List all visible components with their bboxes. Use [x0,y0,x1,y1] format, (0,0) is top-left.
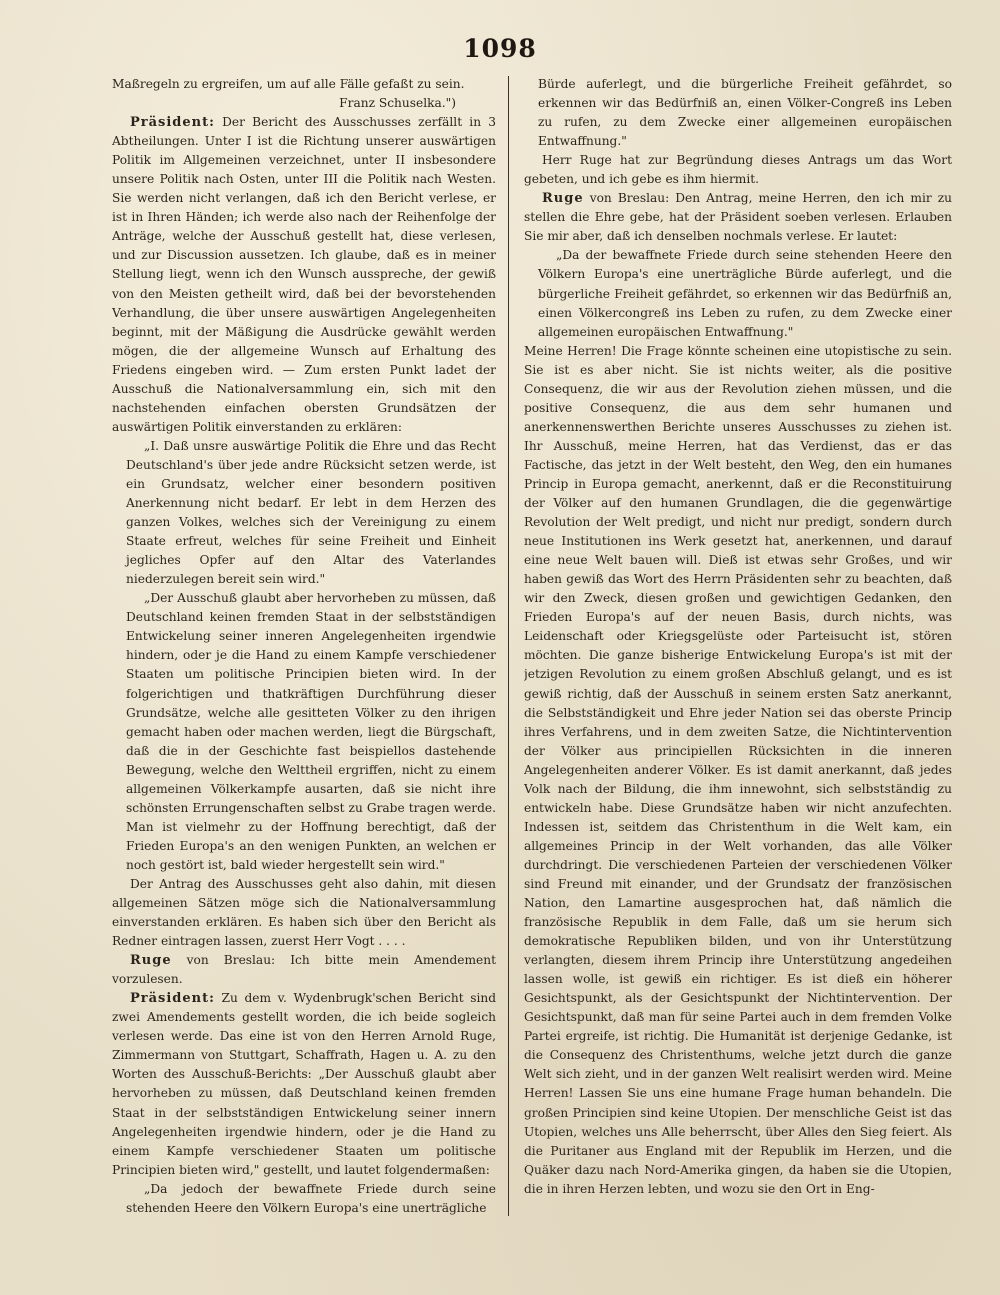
signature: Franz Schuselka.") [339,96,456,111]
text-paragraph: Meine Herren! Die Frage könnte scheinen eine utopistische zu sein. Sie ist es aber nicht. Sie ist nichts weiter, als die positive Consequenz, die wir aus der Revolution ziehen müssen, und die positive Consequenz, die aus dem sehr humanen und anerkennenswerthen Berichte unseres Ausschusses zu ziehen ist. Ihr Ausschuß, meine Herren, hat das Verdienst, das er das Factische, das jetzt in der Welt besteht, den Weg, den ein humanes Princip in Europa gemacht, anerkennt, daß er die Reconstituirung der Völker auf den humanen Grundlagen, die die gegenwärtige Revolution der Welt predigt, und nicht nur predigt, sondern durch neue Institutionen ins Werk gesetzt hat, anerkennen, und darauf eine neue Welt bauen will. Dieß ist etwas sehr Großes, und wir haben gewiß das Wort des Herrn Präsidenten sehr zu beachten, daß wir den Zweck, diesen großen und gewichtigen Gedanken, den Frieden Europa's auf der neuen Basis, durch nichts, was Leidenschaft oder Kriegsgelüste oder Parteisucht ist, stören möchten. Die ganze bisherige Entwickelung Europa's ist mit der jetzigen Revolution zu einem großen Abschluß gelangt, und es ist gewiß richtig, daß der Ausschuß in seinem ersten Satz anerkannt, die Selbstständigkeit und Ehre jeder Nation sei das oberste Princip ihres Verfahrens, und in dem zweiten Satze, die Nichtintervention der Völker aus principiellen Rücksichten in die inneren Angelegenheiten anderer Völker. Es ist damit anerkannt, daß jedes Volk nach der Bildung, die ihm innewohnt, sich selbstständig zu entwickeln habe. Diese Grundsätze haben wir nicht anzufechten. Indessen ist, seitdem das Christenthum in die Welt kam, ein allgemeines Princip in der Welt vorhanden, das alle Völker durchdringt. Die verschiedenen Parteien der verschiedenen Völker sind Freund mit einander, und der Grundsatz der französischen Nation, den Lamartine ausgesprochen hat, daß nämlich die französische Republik in dem Falle, daß um sie herum sich demokratische Republiken bilden, und von ihr Unterstützung verlangten, diesem ihrem Princip ihre Unterstützung angedeihen lassen wolle, ist gewiß ein richtiger. Es ist dieß ein höherer Gesichtspunkt, als der Gesichtspunkt der Nichtintervention. Der Gesichtspunkt, daß man für seine Partei auch in dem fremden Volke Partei ergreife, ist richtig. Die Humanität ist derjenige Gedanke, ist die Consequenz des Christenthums, welche jetzt durch die ganze Welt sich zieht, und in der ganzen Welt realisirt werden wird. Meine Herren! Lassen Sie uns eine humane Frage human behandeln. Die großen Principien sind keine Utopien. Der menschliche Geist ist das Utopien, welches uns Alle beherrscht, über Alles den Sieg feiert. Als die Puritaner aus England mit der Republik im Herzen, und die Quäker dazu nach Nord-Amerika gingen, da haben sie die Utopien, die in ihren Herzen lebten, und wozu sie den Ort in Eng- [524,343,952,1196]
column-divider [508,76,509,1216]
right-column [524,75,952,1285]
speech-text: von Breslau: Den Antrag, meine Herren, den ich mir zu stellen die Ehre gebe, hat der Präsident soeben verlesen. Erlauben Sie mir aber, daß ich denselben nochmals verlese. Er lautet: [524,191,952,244]
speech-paragraph [112,113,496,437]
speaker-name: Ruge [130,953,172,969]
quoted-paragraph: „Der Ausschuß glaubt aber hervorheben zu müssen, daß Deutschland keinen fremden Staat in der selbstständigen Entwickelung seiner inneren Angelegenheiten irgendwie hindern, oder je die Hand zu einem Kampfe verschiedener Staaten um politische Principien bieten wird. In der folgerichtigen und thatkräftigen Durchführung dieser Grundsätze, welche alle gesitteten Völker zu den ihrigen gemacht haben oder machen werden, liegt die Bürgschaft, daß die in der Geschichte fast beispiellos dastehende Bewegung, welche den Welttheil ergriffen, nicht zu einem allgemeinen Völkerkampfe ausarten, daß sie nicht ihre schönsten Errungenschaften selbst zu Grabe tragen werde. Man ist vielmehr zu der Hoffnung berechtigt, daß der Frieden Europa's an den wenigen Punkten, an welchen er noch gestört ist, bald wieder hergestellt sein wird." [126,591,496,872]
text-paragraph: Maßregeln zu ergreifen, um auf alle Fälle gefaßt zu sein. [112,77,465,91]
quoted-paragraph: „Da der bewaffnete Friede durch seine stehenden Heere den Völkern Europa's eine unerträgliche Bürde auferlegt, und die bürgerliche Freiheit gefährdet, so erkennen wir das Bedürfniß an, einen Völkercongreß ins Leben zu rufen, zu dem Zwecke einer allgemeinen europäischen Entwaffnung." [538,248,952,339]
speech-paragraph [524,189,952,246]
quoted-paragraph: Bürde auferlegt, und die bürgerliche Freiheit gefährdet, so erkennen wir das Bedürfniß an, einen Völker-Congreß ins Leben zu rufen, zu dem Zwecke einer allgemeinen europäischen Entwaffnung." [538,77,952,149]
left-column [112,75,496,1285]
speaker-name: Präsident: [130,991,215,1007]
speech-text: Zu dem v. Wydenbrugk'schen Bericht sind zwei Amendements gestellt worden, die ich beide sogleich verlesen werde. Das eine ist von den Herren Arnold Ruge, Zimmermann von Stuttgart, Schaffrath, Hagen u. A. zu den Worten des Ausschuß-Berichts: „Der Ausschuß glaubt aber hervorheben zu müssen, daß Deutschland keinen fremden Staat in der selbstständigen Entwickelung seiner innern Angelegenheiten irgendwie hindern, oder je die Hand zu einem Kampfe verschiedener Staaten um politische Principien bieten wird," gestellt, und lautet folgendermaßen: [112,991,496,1177]
text-paragraph: Herr Ruge hat zur Begründung dieses Antrags um das Wort gebeten, und ich gebe es ihm hiermit. [524,153,952,187]
page-number: 1098 [463,34,537,63]
quoted-paragraph: „Da jedoch der bewaffnete Friede durch seine stehenden Heere den Völkern Europa's eine unerträgliche [126,1181,496,1215]
speech-text: von Breslau: Ich bitte mein Amendement vorzulesen. [112,953,496,987]
text-paragraph: Der Antrag des Ausschusses geht also dahin, mit diesen allgemeinen Sätzen möge sich die Nationalversammlung einverstanden erklären. Es haben sich über den Bericht als Redner eintragen lassen, zuerst Herr Vogt . . . . [112,876,496,949]
speech-text: Der Bericht des Ausschusses zerfällt in 3 Abtheilungen. Unter I ist die Richtung unserer auswärtigen Politik im Allgemeinen verzeichnet, unter II insbesondere unsere Politik nach Osten, unter III die Politik nach Westen. Sie werden nicht verlangen, daß ich den Bericht verlese, er ist in Ihren Händen; ich werde also nach der Reihenfolge der Anträge, welche der Ausschuß gestellt hat, diese verlesen, und zur Discussion aussetzen. Ich glaube, daß es in meiner Stellung liegt, wenn ich den Wunsch ausspreche, der gewiß von den Meisten getheilt wird, daß bei der bevorstehenden Verhandlung, die über unsere auswärtigen Angelegenheiten beginnt, mit der Mäßigung die Ausdrücke gewählt werden mögen, die der allgemeine Wunsch auf Erhaltung des Friedens eingeben wird. — Zum ersten Punkt ladet der Ausschuß die Nationalversammlung ein, sich mit den nachstehenden einfachen obersten Grundsätzen der auswärtigen Politik einverstanden zu erklären: [112,115,496,434]
speaker-name: Präsident: [130,115,215,131]
speech-paragraph [112,951,496,989]
speaker-name: Ruge [542,191,584,207]
quoted-paragraph: „I. Daß unsre auswärtige Politik die Ehre und das Recht Deutschland's über jede andre Rücksicht setzen werde, ist ein Grundsatz, welcher einer besondern positiven Anerkennung nicht bedarf. Er lebt in dem Herzen des ganzen Volkes, welches sich der Vereinigung zu einem Staate erfreut, welches für seine Freiheit und Einheit jegliches Opfer auf den Altar des Vaterlandes niederzulegen bereit sein wird." [126,438,496,587]
speech-paragraph [112,989,496,1179]
